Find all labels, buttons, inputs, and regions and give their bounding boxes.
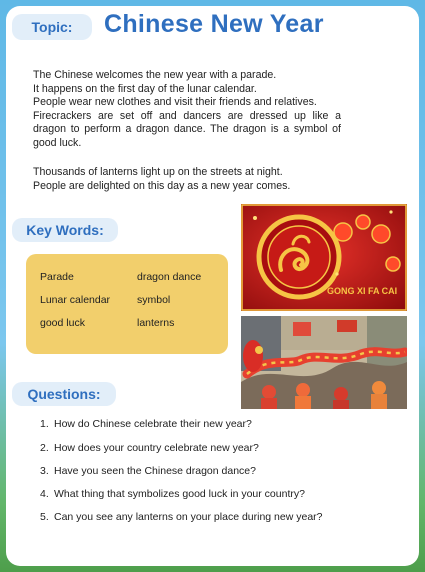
question-number: 3.	[40, 465, 49, 477]
page-title: Chinese New Year	[104, 10, 324, 38]
passage-line: People are delighted on this day as a new year comes.	[33, 179, 291, 192]
question-number: 4.	[40, 488, 49, 500]
question-item	[40, 465, 256, 477]
key-word: symbol	[137, 294, 171, 306]
question-number: 1.	[40, 418, 49, 430]
passage-line: Thousands of lanterns light up on the streets at night.	[33, 166, 283, 178]
question-text: What thing that symbolizes good luck in your country?	[54, 488, 305, 500]
key-word: Lunar calendar	[40, 294, 111, 306]
key-word: Parade	[40, 271, 74, 283]
question-text: Have you seen the Chinese dragon dance?	[54, 465, 256, 477]
question-text: How do Chinese celebrate their new year?	[54, 418, 252, 430]
question-text: How does your country celebrate new year?	[54, 442, 259, 454]
reading-passage-2	[33, 166, 341, 193]
question-text: Can you see any lanterns on your place during new year?	[54, 511, 323, 523]
key-word: lanterns	[137, 317, 175, 329]
passage-line: People wear new clothes and visit their friends and relatives.	[33, 96, 317, 109]
question-number: 5.	[40, 511, 49, 523]
card-greeting-text: GONG XI FA CAI	[327, 286, 398, 296]
question-number: 2.	[40, 442, 49, 454]
key-word: dragon dance	[137, 271, 202, 283]
dragon-dance-photo	[241, 316, 407, 409]
passage-line: Firecrackers are set off and dancers are dressed up like a	[33, 109, 341, 122]
question-item	[40, 418, 252, 430]
question-item	[40, 442, 259, 454]
reading-passage	[33, 69, 341, 151]
key-words-label: Key Words:	[12, 218, 118, 242]
key-words-box	[26, 254, 228, 354]
question-item	[40, 488, 305, 500]
passage-line: It happens on the first day of the lunar calendar.	[33, 82, 257, 95]
new-year-card-image	[241, 204, 407, 311]
passage-line: dragon to perform a dragon dance. The dragon is a symbol of	[33, 123, 341, 136]
passage-line: The Chinese welcomes the new year with a parade.	[33, 69, 277, 81]
questions-label: Questions:	[12, 382, 116, 406]
topic-label: Topic:	[12, 14, 92, 40]
question-item	[40, 511, 323, 523]
passage-line: good luck.	[33, 136, 82, 149]
key-word: good luck	[40, 317, 85, 329]
